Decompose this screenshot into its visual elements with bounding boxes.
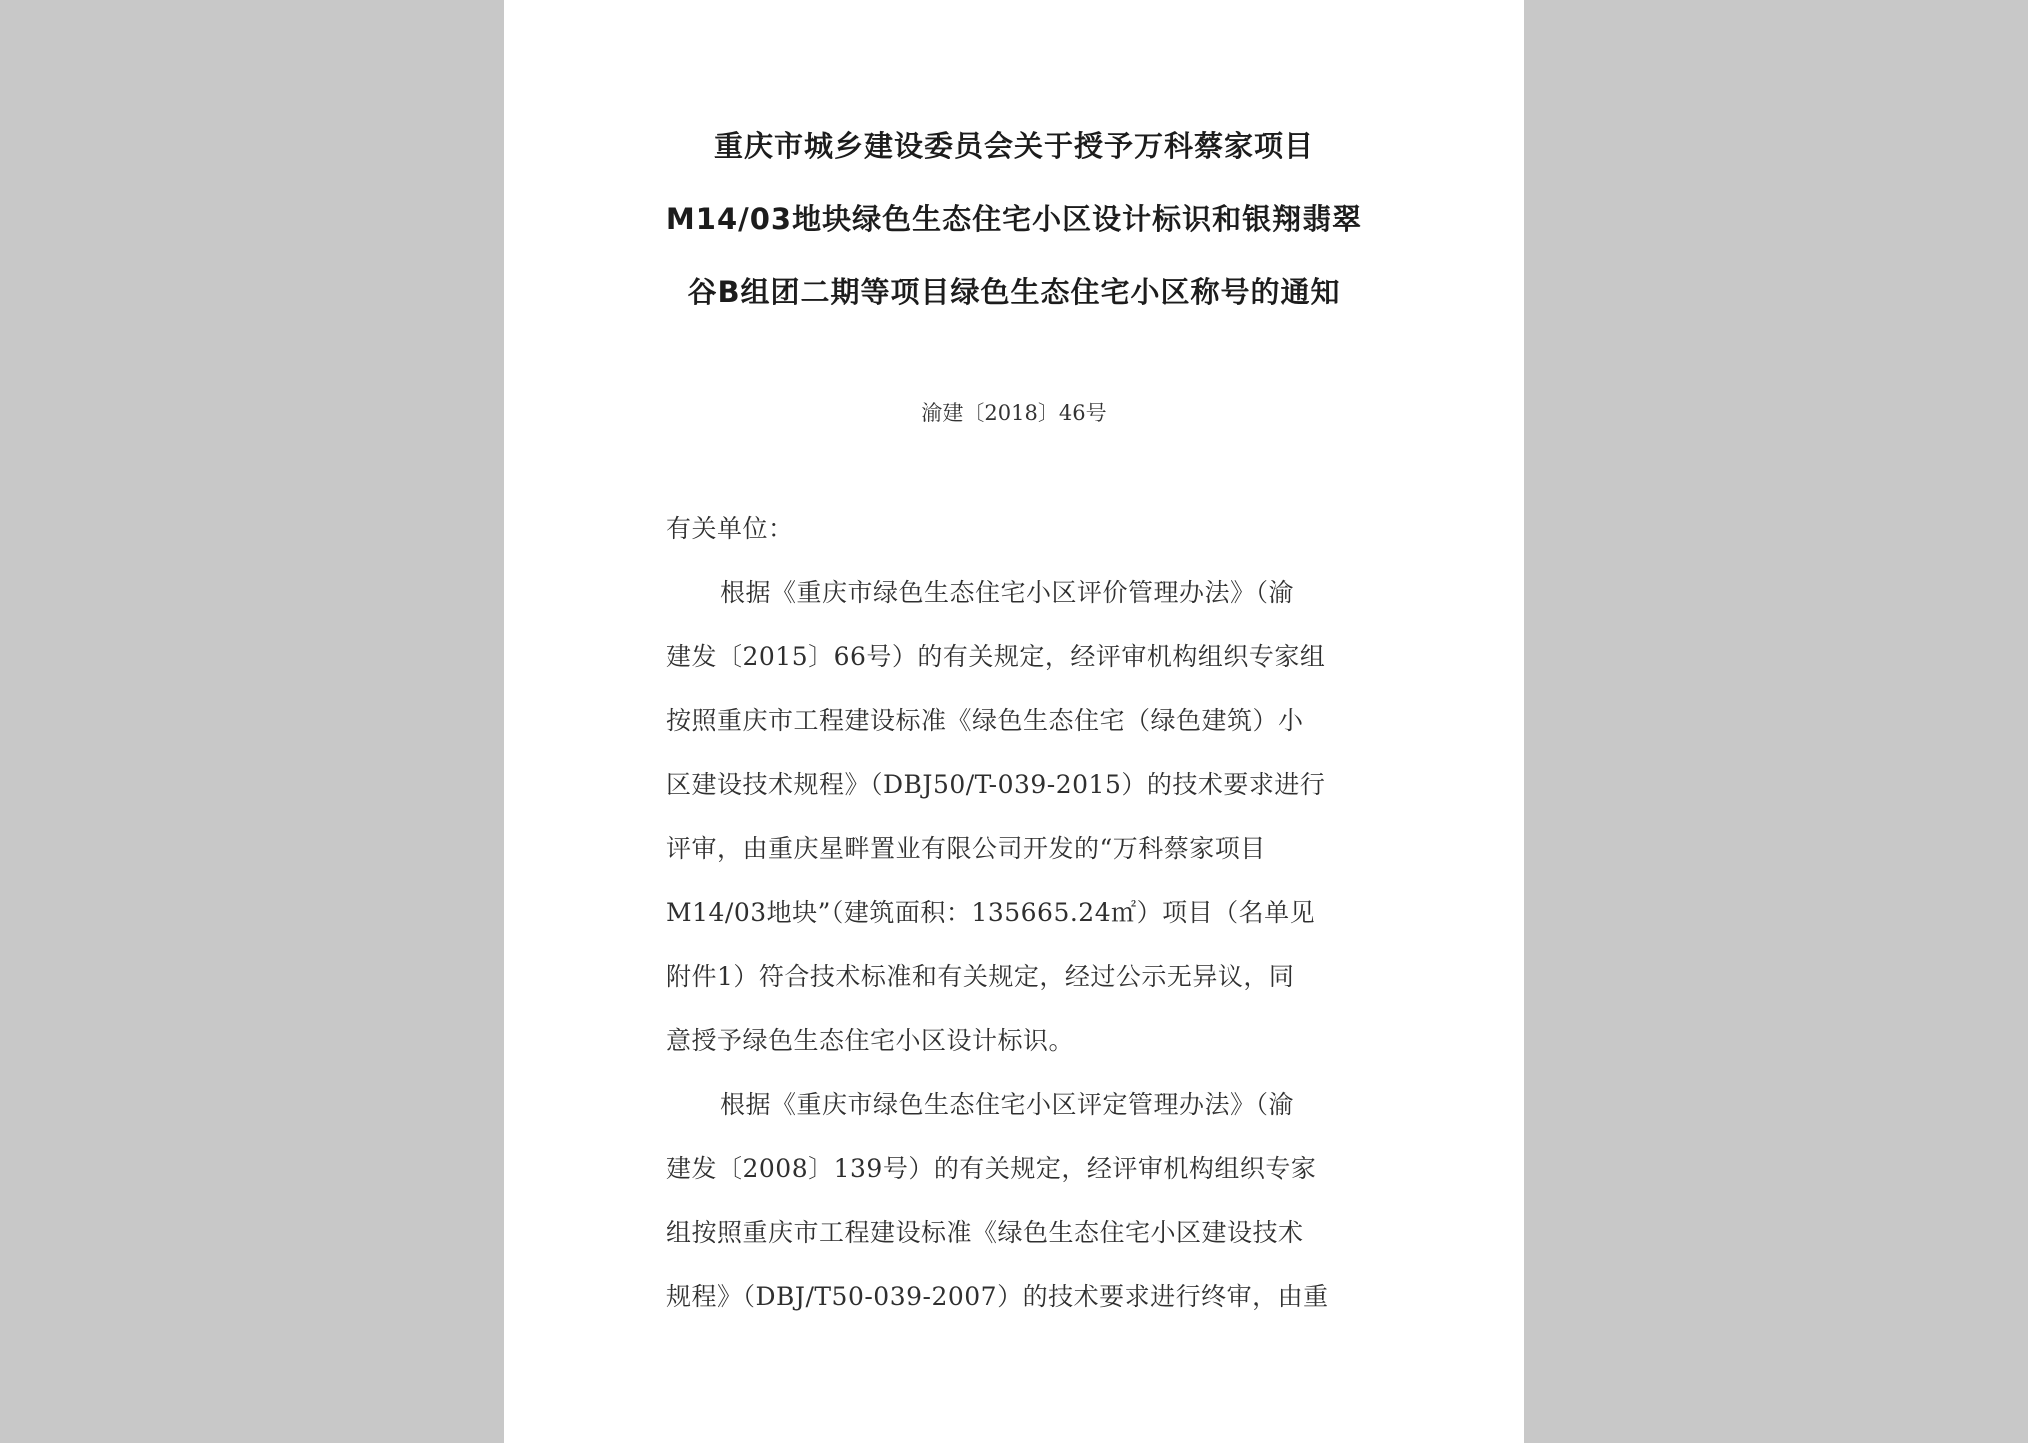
body-line: 意授予绿色生态住宅小区设计标识。 bbox=[666, 1026, 1075, 1055]
body-line: M14/03地块”（建筑面积：135665.24㎡）项目（名单见 bbox=[666, 898, 1316, 927]
body-line: 按照重庆市工程建设标准《绿色生态住宅（绿色建筑）小 bbox=[666, 706, 1304, 735]
body-line: 建发〔2008〕139号）的有关规定，经评审机构组织专家 bbox=[666, 1154, 1317, 1183]
body-line: 根据《重庆市绿色生态住宅小区评定管理办法》（渝 bbox=[720, 1090, 1295, 1119]
body-line: 组按照重庆市工程建设标准《绿色生态住宅小区建设技术 bbox=[666, 1218, 1304, 1247]
body-line: 区建设技术规程》（DBJ50/T-039-2015）的技术要求进行 bbox=[666, 770, 1326, 799]
salutation: 有关单位： bbox=[666, 514, 794, 543]
title-line-3: 谷B组团二期等项目绿色生态住宅小区称号的通知 bbox=[687, 275, 1341, 309]
document-number: 渝建〔2018〕46号 bbox=[921, 401, 1107, 425]
body-line: 附件1）符合技术标准和有关规定，经过公示无异议，同 bbox=[666, 962, 1295, 991]
document-page bbox=[504, 0, 1524, 1443]
body-line: 建发〔2015〕66号）的有关规定，经评审机构组织专家组 bbox=[666, 642, 1326, 671]
title-line-1: 重庆市城乡建设委员会关于授予万科蔡家项目 bbox=[713, 129, 1314, 163]
title-line-2: M14/03地块绿色生态住宅小区设计标识和银翔翡翠 bbox=[665, 202, 1363, 236]
body-line: 根据《重庆市绿色生态住宅小区评价管理办法》（渝 bbox=[720, 578, 1295, 607]
body-line: 规程》（DBJ/T50-039-2007）的技术要求进行终审，由重 bbox=[666, 1282, 1329, 1311]
body-line: 评审，由重庆星畔置业有限公司开发的“万科蔡家项目 bbox=[666, 834, 1266, 863]
